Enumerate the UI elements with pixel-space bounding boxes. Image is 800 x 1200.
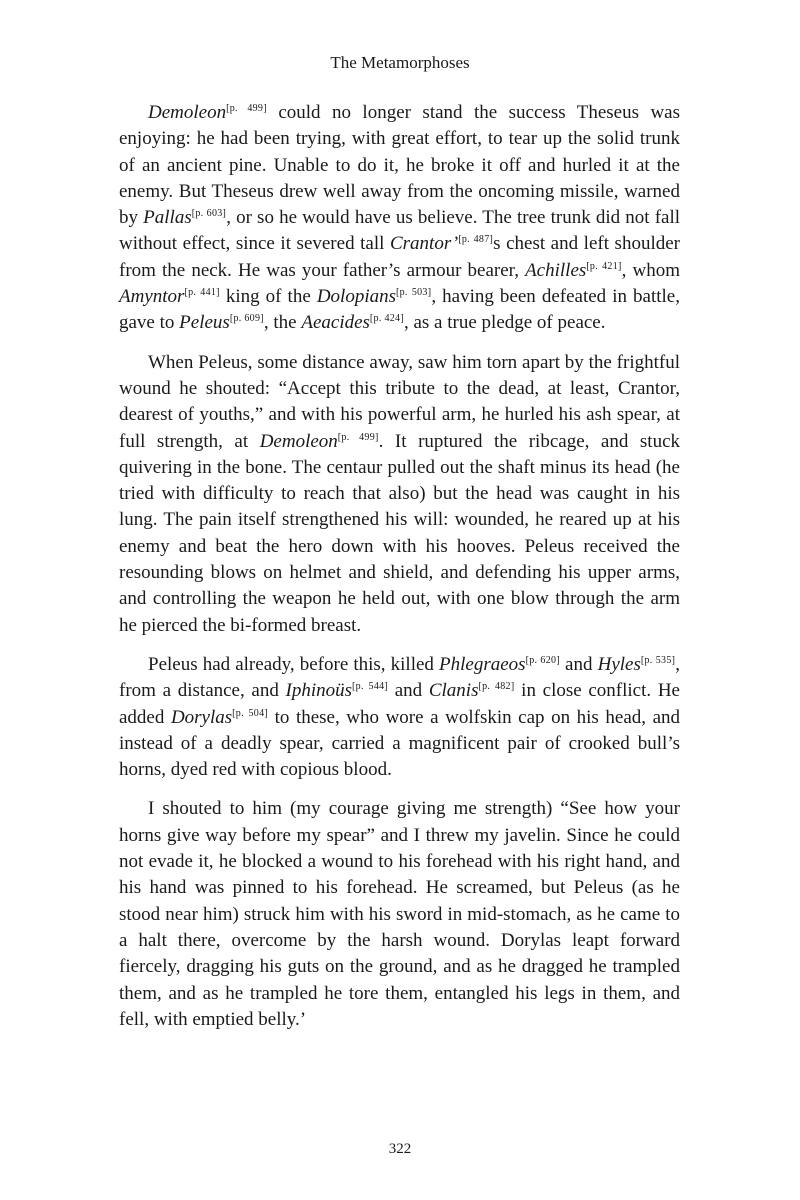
text-run: When Peleus, some distance away, saw him torn apart by the frightful wound he shouted: “Accept this tribute to the dead, at least, Crantor, dearest of youths,” and with his powerful arm, he hurled his ash spear, at full strength, at <box>119 351 680 452</box>
page-reference: [p. 499] <box>337 431 379 443</box>
name-italic: Peleus <box>179 312 230 334</box>
page-reference: [p. 620] <box>525 654 560 666</box>
name-italic: Pallas <box>143 207 192 229</box>
name-italic: Dolopians <box>316 286 396 308</box>
page-number: 322 <box>388 1141 412 1157</box>
text-run: in close conflict. He added <box>119 680 680 728</box>
text-run: s chest and left shoulder from the neck. He was your father’s armour bearer, <box>119 233 680 281</box>
body-text <box>119 100 680 1046</box>
paragraph <box>119 350 680 639</box>
paragraph <box>119 652 680 783</box>
page-reference: [p. 499] <box>226 103 267 114</box>
page-reference: [p. 603] <box>191 208 227 220</box>
name-italic: Phlegraeos <box>439 653 526 675</box>
text-run: and <box>559 653 598 675</box>
text-run: could no longer stand the success Theseus was enjoying: he had been trying, with great effort, to tear up the solid trunk of an ancient pine. Unable to do it, he broke it off and hurled it at the enemy. But Theseus drew well away from the oncoming missile, warned by <box>119 102 680 229</box>
name-italic: Dorylas <box>170 706 233 728</box>
page-reference: [p. 424] <box>369 313 404 325</box>
page-reference: [p. 441] <box>184 287 220 299</box>
page-reference: [p. 482] <box>478 681 515 693</box>
text-run: , whom <box>621 259 681 281</box>
text-run: , from a distance, and <box>119 653 681 702</box>
text-run: I shouted to him (my courage giving me strength) “See how your horns give way before my spear” and I threw my javelin. Since he could not evade it, he blocked a wound to his forehead with his right hand, and his hand was pinned to his forehead. He screamed, but Peleus (as he stood near him) struck him with his sword in mid-stomach, as he came to a halt there, overcome by the harsh wound. Dorylas leapt forward fiercely, dragging his guts on the ground, and as he dragged he trampled them, and as he trampled he tore them, entangled his legs in them, and fell, with emptied belly.’ <box>119 798 680 1030</box>
name-italic: Hyles <box>597 653 641 675</box>
text-run: , as a true pledge of peace. <box>403 312 606 334</box>
text-run: , having been defeated in battle, gave to <box>119 286 680 334</box>
text-run: to these, who wore a wolfskin cap on his head, and instead of a deadly spear, carried a magnificent pair of crooked bull’s horns, dyed red with copious blood. <box>119 706 680 781</box>
page-reference: [p. 487] <box>458 234 494 246</box>
page-reference: [p. 544] <box>352 681 389 693</box>
name-italic: Clanis <box>428 680 479 702</box>
paragraph <box>119 796 680 1033</box>
page-reference: [p. 504] <box>232 707 269 719</box>
page-reference: [p. 535] <box>640 654 676 666</box>
name-italic: Achilles <box>525 259 587 281</box>
text-run: Peleus had already, before this, killed <box>148 653 440 675</box>
name-italic: Demoleon <box>148 102 227 123</box>
text-run: , or so he would have us believe. The tree trunk did not fall without effect, since it severed tall <box>119 207 681 255</box>
text-run: . It ruptured the ribcage, and stuck quivering in the bone. The centaur pulled out the shaft minus its head (he tried with difficulty to reach that also) but the head was caught in his lung. The pain itself strengthened his will: wounded, he reared up at his enemy and beat the hero down with his hooves. Peleus received the resounding blows on helmet and shield, and defending his upper arms, and controlling the weapon he held out, with one blow through the arm he pierced the bi-formed breast. <box>119 430 681 636</box>
paragraph <box>119 100 680 337</box>
name-italic: Crantor’ <box>389 233 459 255</box>
name-italic: Aeacides <box>301 312 370 334</box>
text-run: and <box>388 680 429 702</box>
name-italic: Iphinoüs <box>285 680 353 702</box>
name-italic: Amyntor <box>119 286 185 308</box>
text-run: king of the <box>219 286 317 308</box>
page-reference: [p. 421] <box>586 260 622 272</box>
page-reference: [p. 503] <box>396 287 432 299</box>
page-reference: [p. 609] <box>229 313 264 325</box>
text-run: , the <box>263 312 302 334</box>
running-title: The Metamorphoses <box>330 53 470 72</box>
name-italic: Demoleon <box>259 430 338 452</box>
